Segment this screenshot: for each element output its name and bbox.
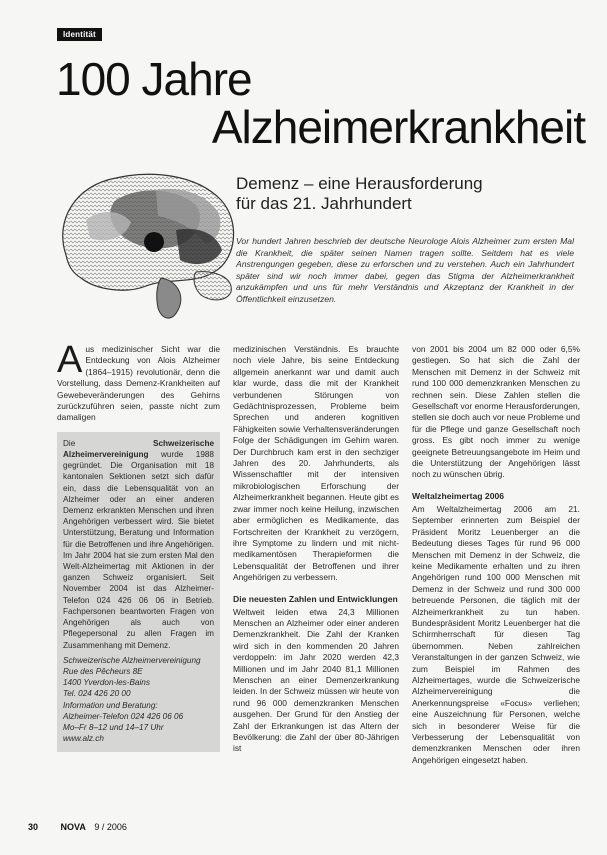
article-title-line2: Alzheimerkrankheit	[211, 101, 585, 153]
address-hours: Mo–Fr 8–12 und 14–17 Uhr	[63, 722, 164, 732]
intro-text: us medizinischer Sicht war die Entdeckung von Alois Alzheimer (1864–1915) revolutionär, denn die Vorstellung, dass Demenz-Krankheiten auf Gewebeveränderungen des Gehirns zurückzuführen seien, passte nicht zum damaligen	[57, 344, 220, 423]
page-number: 30	[28, 822, 39, 832]
column-2	[233, 344, 399, 755]
section-tag: Identität	[57, 28, 102, 41]
page-footer	[28, 822, 127, 832]
body-paragraph: von 2001 bis 2004 um 82 000 oder 6,5% gestiegen. So hat sich die Zahl der Menschen mit Demenz in der Schweiz mit rund 100 000 demenzkranken Menschen zu rechnen sein. Diese Zahlen stellen die Gesellschaft vor enorme Herausforderungen, stellen sie doch auch vor neue Probleme und für die Pflege und ganze Gesellschaft noch gross. Es gibt noch immer zu wenige geeignete Betreuungsangebote im Heim und die Unterstützung der Angehörigen lässt noch zu wünschen übrig.	[412, 344, 580, 480]
address-line: Schweizerische Alzheimervereinigung	[63, 655, 201, 665]
article-subtitle	[236, 174, 566, 214]
info-box	[57, 432, 220, 752]
address-line: 1400 Yverdon-les-Bains	[63, 678, 150, 688]
column-1	[57, 339, 220, 752]
address-hotline: Alzheimer-Telefon 024 426 06 06	[63, 711, 184, 721]
infobox-body: wurde 1988 gegründet. Die Organisation mit 18 kantonalen Sektionen setzt sich dafür ein, dass die Lebensqualität von an Alzheimer oder an einer anderen Demenz erkrankten Menschen und ihren Angehörigen verbessert wird. Sie bietet Unterstützung, Beratung und Information für die Betroffenen und ihre Angehörigen. Im Jahr 2004 hat sie zum ersten Mal den Welt-Alzheimertag mit Aktionen in der ganzen Schweiz organisiert. Seit November 2004 ist das Alzheimer-Telefon 024 426 06 06 in Betrieb. Fachpersonen beantworten Fragen von Angehörigen als auch von Pflegepersonal zu allen Fragen im Zusammenhang mit Demenz.	[63, 450, 214, 650]
address-line: Information und Beratung:	[63, 700, 158, 710]
website-link[interactable]: www.alz.ch	[63, 734, 104, 744]
lead-paragraph: Vor hundert Jahren beschrieb der deutsche Neurologe Alois Alzheimer zum ersten Mal die Krankheit, die später seinen Namen tragen sollte. Seitdem hat es viele Anstrengungen gegeben, diese zu erforschen und zu verstehen. Auch ein Jahrhundert später sind wir noch immer dabei, gegen das Stigma der Alzheimerkrankheit anzukämpfen und uns für mehr Verständnis und Akzeptanz der Krankheit in der Öffentlichkeit einzusetzen.	[236, 236, 574, 304]
section-heading: Die neuesten Zahlen und Entwicklungen	[233, 593, 398, 604]
address-line: Rue des Pêcheurs 8E	[63, 666, 143, 676]
subtitle-line1: Demenz – eine Herausforderung	[236, 174, 483, 193]
column-3	[412, 344, 580, 766]
subtitle-line2: für das 21. Jahrhundert	[236, 194, 412, 213]
article-title-line1: 100 Jahre	[56, 53, 252, 105]
dropcap: A	[57, 339, 83, 381]
section-heading: Weltalzheimertag 2006	[412, 490, 505, 501]
brain-illustration	[46, 160, 244, 330]
body-paragraph: medizinischen Verständnis. Es brauchte noch viele Jahre, bis seine Entdeckung allgemein anerkannt war und damit auch klar wurde, dass die mit der Krankheit verbundenen Störungen von Gedächtnisprozessen, Probleme beim Sprechen und anderen kognitiven Fähigkeiten sowie Verhaltensveränderungen Folge der Schädigungen im Gehirn waren. Der Durchbruch kam erst in den sechziger Jahren des 20. Jahrhunderts, als Wissenschaftler mit der intensiven mikrobiologischen Erforschung der Alzheimerkrankheit begannen. Heute gibt es zwar immer noch keine Heilung, inzwischen aber ermöglichen es Medikamente, das Fortschreiten der Krankheit zu verzögern, ihre Symptome zu lindern und mit nicht-medikamentösen Therapieformen die Lebensqualität der Betroffenen und ihrer Angehörigen zu verbessern.	[233, 344, 399, 583]
magazine-name: NOVA	[60, 822, 86, 832]
infobox-address	[63, 655, 214, 745]
infobox-intro: Die	[63, 438, 154, 448]
issue-number: 9 / 2006	[94, 822, 127, 832]
body-paragraph: Weltweit leiden etwa 24,3 Millionen Menschen an Alzheimer oder einer anderen Demenzkrankheit. Die Zahl der Kranken wird sich in den kommenden 20 Jahren verdoppeln: im Jahr 2020 werden 42,3 Millionen und im Jahr 2040 81,1 Millionen Menschen an einer Demenzerkrankung leiden. In der Schweiz müssen wir heute von rund 96 000 demenzkranken Menschen ausgehen. Der Grund für den Anstieg der Zahl der Erkrankungen ist das Altern der Bevölkerung: die Zahl der über 80-Jährigen ist	[233, 606, 399, 754]
infobox-org-name: Schweizerische Alzheimervereinigung	[63, 438, 214, 460]
intro-paragraph	[57, 339, 220, 424]
address-phone: Tel. 024 426 20 00	[63, 689, 131, 699]
body-paragraph: Am Weltalzheimertag 2006 am 21. September erinnerten zum Beispiel der Präsident Moritz Leuenberger an die Bedeutung dieses Tages für rund 96 000 Menschen mit Demenz in der Schweiz, die keine Medikamente erhalten und zu ihren Angehörigen rund 100 000 Menschen mit Demenz in der Schweiz und rund 300 000 betreuende Personen, die täglich mit der Alzheimerkrankheit zu tun haben. Bundespräsident Moritz Leuenberger hat die Schirmherrschaft für diesen Tag übernommen. Neben zahlreichen Veranstaltungen in der ganzen Schweiz, wie zum Beispiel im Rahmen des Alzheimertages, wurde die Schweizerische Alzheimervereinigung die Anerkennungspreise «Focus» verliehen; eine Auszeichnung für Personen, welche sich in besonderer Weise für die Verbesserung der Lebensqualität von demenzkranken Menschen oder ihren Angehörigen eingesetzt haben.	[412, 503, 580, 765]
